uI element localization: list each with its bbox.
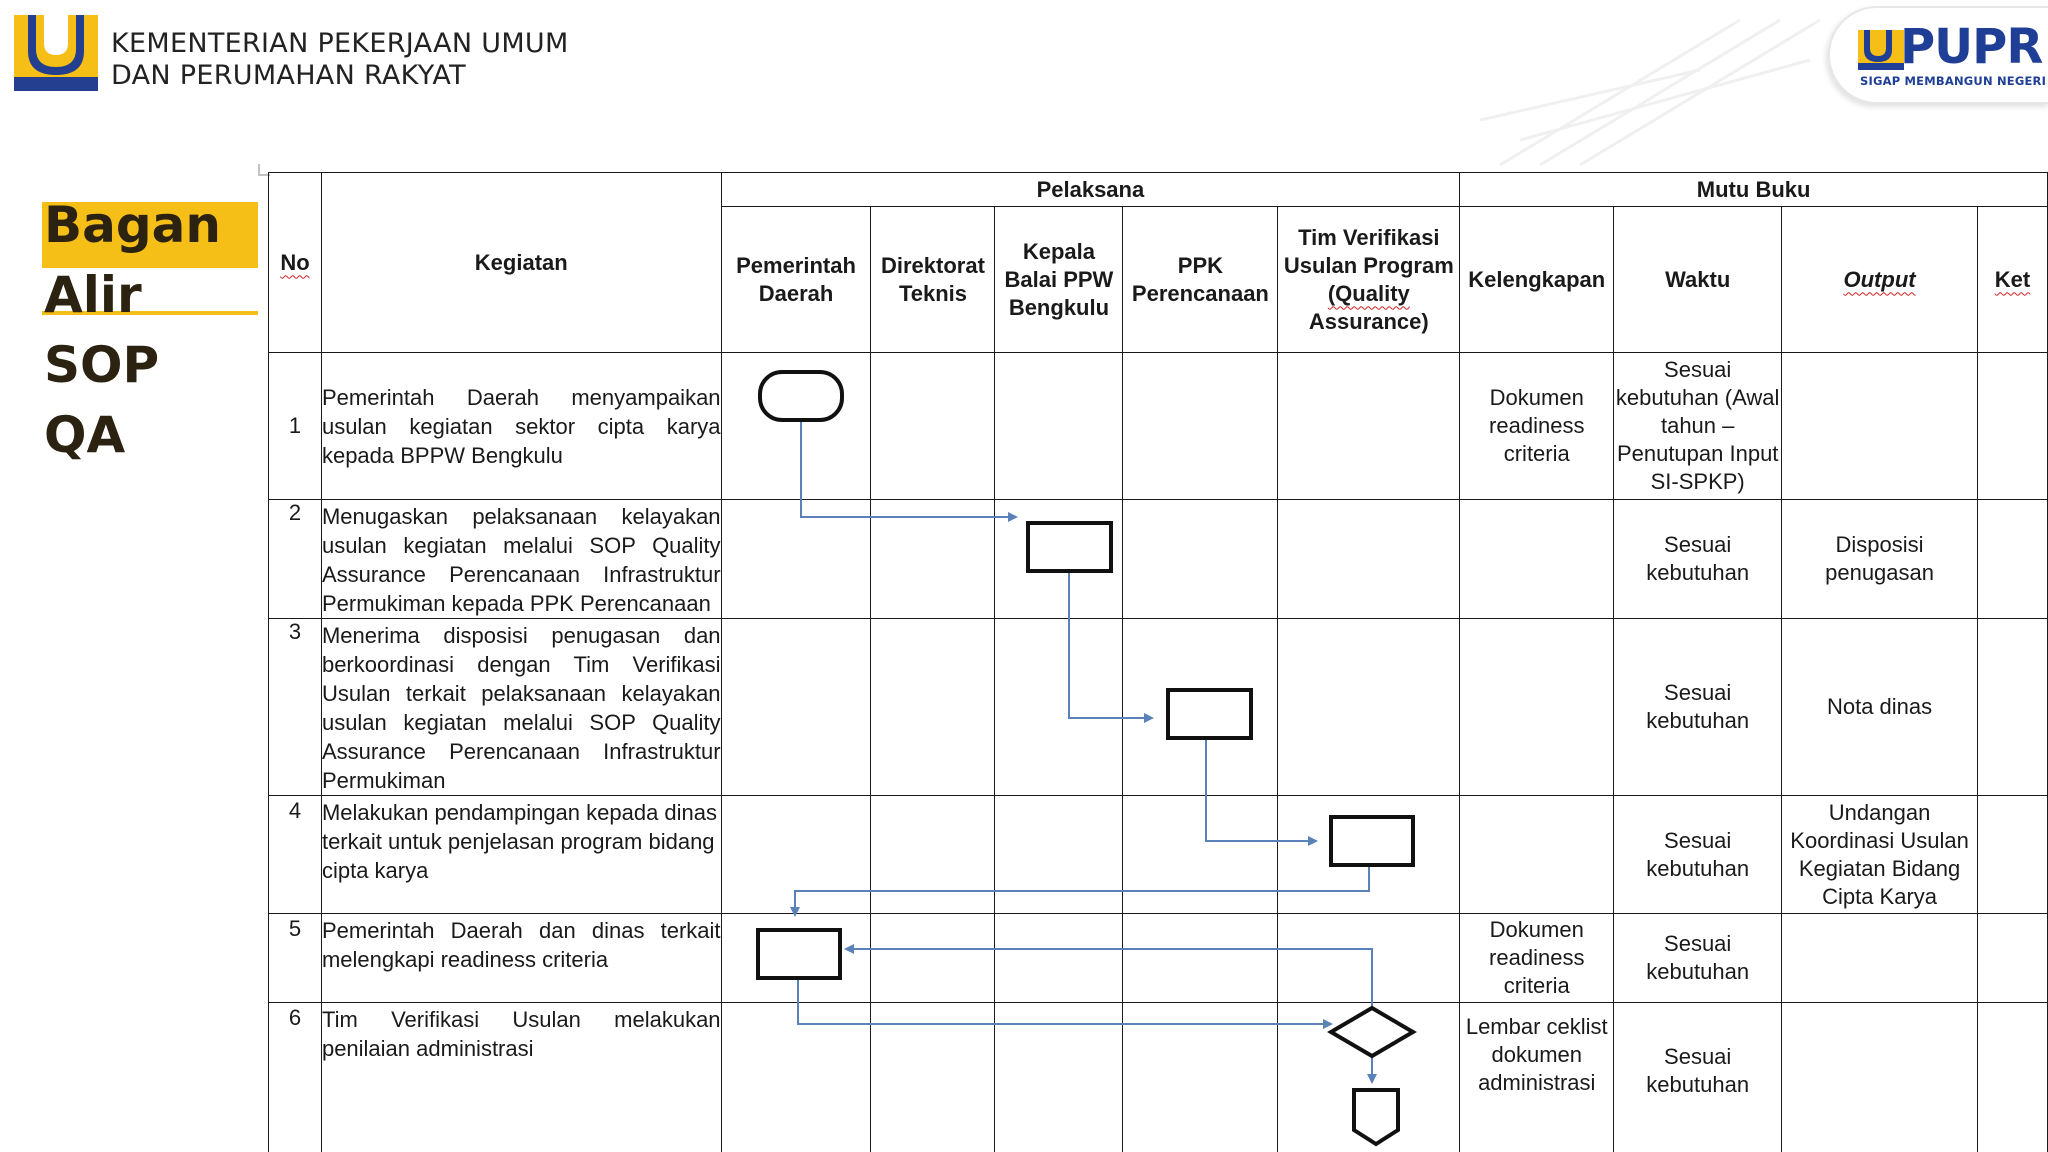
row-kegiatan: Tim Verifikasi Usulan melakukan penilaian administrasi: [321, 1003, 721, 1152]
flow-shapes: [758, 372, 1413, 1144]
ministry-name: [111, 28, 569, 92]
decision-shape: [1331, 1008, 1413, 1056]
ministry-line-1: KEMENTERIAN PEKERJAAN UMUM: [111, 28, 569, 59]
row-kegiatan: Menerima disposisi penugasan dan berkoordinasi dengan Tim Verifikasi Usulan terkait pelaksanaan kelayakan usulan kegiatan melalui SOP Quality Assurance Perencanaan Infrastruktur Permukiman: [321, 619, 721, 796]
header-kepala-balai: Kepala Balai PPW Bengkulu: [995, 207, 1123, 353]
header-kegiatan: Kegiatan: [321, 173, 721, 353]
row-waktu: Sesuai kebutuhan: [1614, 619, 1782, 796]
row-waktu: Sesuai kebutuhan: [1614, 796, 1782, 914]
title-line-2: Alir: [44, 266, 142, 324]
connector-5-6: [798, 978, 1331, 1024]
process-shape: [1028, 523, 1111, 571]
process-shape: [758, 930, 840, 978]
row-kelengkapan: Lembar ceklist dokumen administrasi: [1460, 1003, 1614, 1152]
terminator-shape: [760, 372, 842, 420]
row-waktu: Sesuai kebutuhan: [1614, 1003, 1782, 1152]
title-line-1: Bagan: [44, 196, 221, 254]
row-no: 3: [269, 619, 322, 796]
row-output: Nota dinas: [1782, 619, 1978, 796]
header-direktorat-teknis: Direktorat Teknis: [871, 207, 995, 353]
ministry-logo-icon: [14, 15, 98, 91]
connector-4-5: [795, 865, 1369, 915]
row-output: Disposisi penugasan: [1782, 500, 1978, 619]
slide-title: [44, 190, 221, 470]
row-no: 6: [269, 1003, 322, 1152]
header-mutu-buku: Mutu Buku: [1460, 173, 2048, 207]
ministry-line-2: DAN PERUMAHAN RAKYAT: [111, 60, 466, 91]
row-kegiatan: Melakukan pendampingan kepada dinas terkait untuk penjelasan program bidang cipta karya: [321, 796, 721, 914]
header-pemerintah-daerah: Pemerintah Daerah: [721, 207, 871, 353]
row-waktu: Sesuai kebutuhan (Awal tahun – Penutupan Input SI-SPKP): [1614, 353, 1782, 500]
row-kelengkapan: Dokumen readiness criteria: [1460, 353, 1614, 500]
flow-connectors: [795, 392, 1372, 1082]
header-waktu: Waktu: [1614, 207, 1782, 353]
header-no: No: [269, 173, 322, 353]
header-kelengkapan: Kelengkapan: [1460, 207, 1614, 353]
row-kegiatan: Menugaskan pelaksanaan kelayakan usulan kegiatan melalui SOP Quality Assurance Perencanaan Infrastruktur Permukiman kepada PPK Perencanaan: [321, 500, 721, 619]
pupr-logo-icon: [1858, 30, 1904, 70]
title-line-3: SOP: [44, 336, 160, 394]
connector-6-5-feedback: [846, 949, 1372, 1006]
sop-flowchart-table: [268, 172, 2048, 1152]
row-waktu: Sesuai kebutuhan: [1614, 914, 1782, 1003]
process-shape: [1168, 690, 1251, 738]
pupr-tagline: SIGAP MEMBANGUN NEGERI: [1860, 74, 2047, 88]
connector-3-4: [1206, 739, 1316, 841]
row-no: 1: [269, 353, 322, 500]
pupr-wordmark: PUPR: [1900, 19, 2043, 75]
header-output: Output: [1782, 207, 1978, 353]
flowchart-overlay: [268, 172, 2048, 1152]
row-kegiatan: Pemerintah Daerah dan dinas terkait melengkapi readiness criteria: [321, 914, 721, 1003]
header-tim-verifikasi: Tim Verifikasi Usulan Program (Quality Assurance): [1278, 207, 1460, 353]
pupr-brand-badge: [1828, 6, 2048, 104]
off-page-connector-shape: [1354, 1090, 1398, 1144]
row-no: 4: [269, 796, 322, 914]
header-pelaksana: Pelaksana: [721, 173, 1460, 207]
connector-2-3: [1069, 567, 1152, 718]
row-waktu: Sesuai kebutuhan: [1614, 500, 1782, 619]
row-kelengkapan: Dokumen readiness criteria: [1460, 914, 1614, 1003]
row-no: 5: [269, 914, 322, 1003]
row-kegiatan: Pemerintah Daerah menyampaikan usulan kegiatan sektor cipta karya kepada BPPW Bengkulu: [321, 353, 721, 500]
header-ppk-perencanaan: PPK Perencanaan: [1123, 207, 1278, 353]
row-output: Undangan Koordinasi Usulan Kegiatan Bidang Cipta Karya: [1782, 796, 1978, 914]
row-no: 2: [269, 500, 322, 619]
process-shape: [1331, 817, 1413, 865]
title-line-4: QA: [44, 406, 126, 464]
header-ket: Ket: [1977, 207, 2047, 353]
